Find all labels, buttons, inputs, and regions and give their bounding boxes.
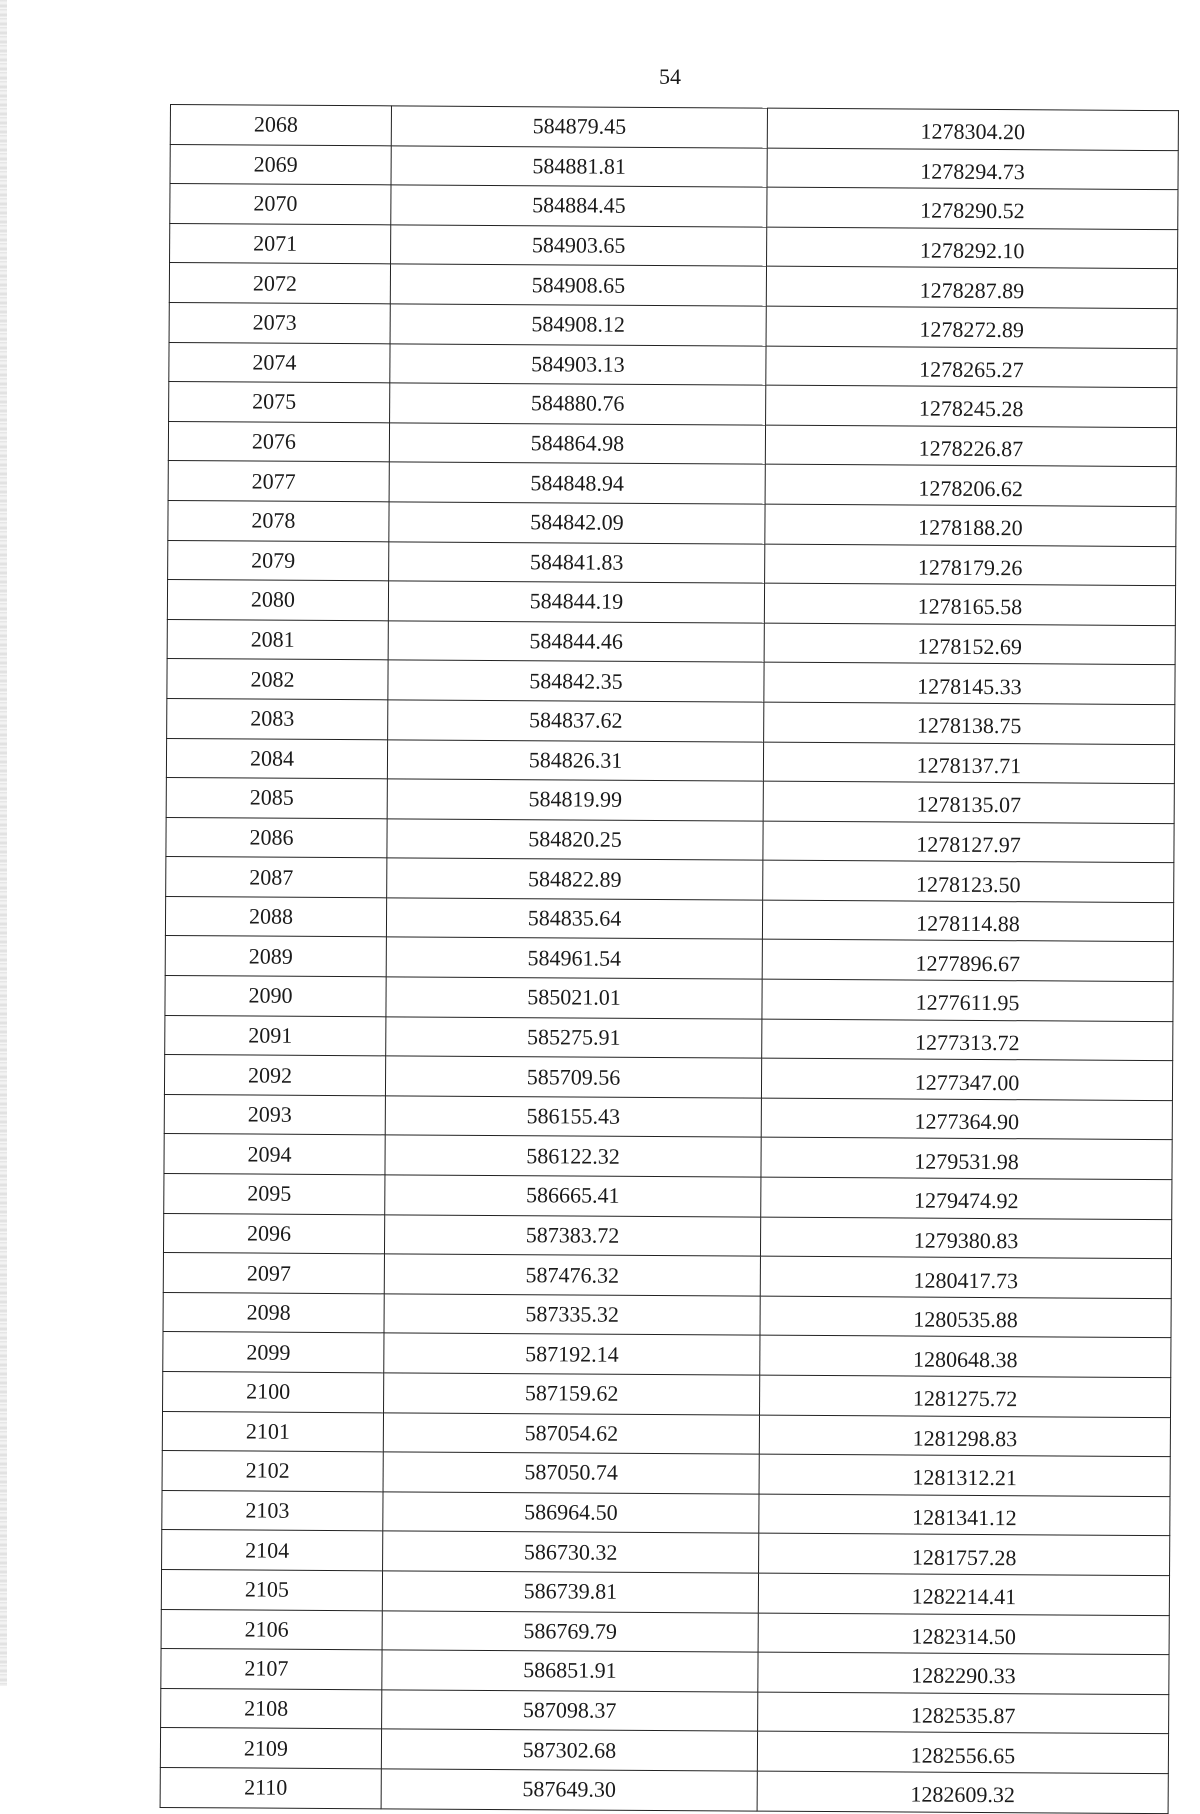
point-id-cell: 2083 bbox=[167, 698, 388, 739]
point-id-cell: 2070 bbox=[170, 184, 391, 225]
table-row bbox=[165, 1015, 1173, 1061]
point-id-cell: 2085 bbox=[166, 778, 387, 819]
point-id-cell: 2093 bbox=[164, 1094, 385, 1135]
x-coordinate-cell: 584844.46 bbox=[388, 621, 764, 663]
table-row bbox=[162, 1530, 1170, 1576]
x-coordinate-cell: 584820.25 bbox=[387, 819, 763, 861]
scan-edge bbox=[0, 0, 7, 1686]
x-coordinate-cell: 587098.37 bbox=[382, 1690, 758, 1732]
y-coordinate-cell: 1277364.90 bbox=[761, 1098, 1172, 1140]
y-coordinate-cell: 1281312.21 bbox=[759, 1454, 1170, 1496]
y-coordinate-cell: 1280535.88 bbox=[760, 1296, 1171, 1338]
point-id-cell: 2103 bbox=[162, 1490, 383, 1531]
y-coordinate-cell: 1278127.97 bbox=[763, 821, 1174, 863]
x-coordinate-cell: 584908.65 bbox=[390, 264, 766, 306]
point-id-cell: 2080 bbox=[167, 580, 388, 621]
y-coordinate-cell: 1278226.87 bbox=[765, 425, 1176, 467]
table-row bbox=[161, 1688, 1169, 1734]
x-coordinate-cell: 584835.64 bbox=[386, 898, 762, 940]
table-row bbox=[168, 421, 1176, 467]
table-row bbox=[162, 1411, 1170, 1457]
point-id-cell: 2106 bbox=[161, 1609, 382, 1650]
table-row bbox=[161, 1609, 1169, 1655]
table-row bbox=[165, 976, 1173, 1022]
y-coordinate-cell: 1282535.87 bbox=[758, 1692, 1169, 1734]
x-coordinate-cell: 584819.99 bbox=[387, 779, 763, 821]
x-coordinate-cell: 584908.12 bbox=[390, 304, 766, 346]
y-coordinate-cell: 1278206.62 bbox=[765, 464, 1176, 506]
point-id-cell: 2084 bbox=[166, 738, 387, 779]
x-coordinate-cell: 585021.01 bbox=[386, 977, 762, 1019]
point-id-cell: 2107 bbox=[161, 1649, 382, 1690]
y-coordinate-cell: 1282556.65 bbox=[757, 1731, 1168, 1773]
point-id-cell: 2098 bbox=[163, 1292, 384, 1333]
table-row bbox=[169, 302, 1177, 348]
point-id-cell: 2077 bbox=[168, 461, 389, 502]
point-id-cell: 2087 bbox=[166, 857, 387, 898]
table-row bbox=[168, 540, 1176, 586]
point-id-cell: 2109 bbox=[160, 1728, 381, 1769]
x-coordinate-cell: 584841.83 bbox=[389, 541, 765, 583]
y-coordinate-cell: 1281757.28 bbox=[759, 1533, 1170, 1575]
y-coordinate-cell: 1277611.95 bbox=[762, 979, 1173, 1021]
y-coordinate-cell: 1278265.27 bbox=[766, 346, 1177, 388]
x-coordinate-cell: 586964.50 bbox=[383, 1492, 759, 1534]
x-coordinate-cell: 586665.41 bbox=[385, 1175, 761, 1217]
point-id-cell: 2105 bbox=[161, 1569, 382, 1610]
table-row bbox=[167, 580, 1175, 626]
point-id-cell: 2090 bbox=[165, 976, 386, 1017]
point-id-cell: 2071 bbox=[170, 223, 391, 264]
point-id-cell: 2068 bbox=[170, 105, 391, 146]
x-coordinate-cell: 584842.35 bbox=[388, 660, 764, 702]
x-coordinate-cell: 584837.62 bbox=[388, 700, 764, 742]
point-id-cell: 2108 bbox=[161, 1688, 382, 1729]
table-row bbox=[167, 659, 1175, 705]
x-coordinate-cell: 584848.94 bbox=[389, 462, 765, 504]
x-coordinate-cell: 586739.81 bbox=[382, 1571, 758, 1613]
x-coordinate-cell: 587476.32 bbox=[384, 1254, 760, 1296]
x-coordinate-cell: 587054.62 bbox=[383, 1412, 759, 1454]
y-coordinate-cell: 1278292.10 bbox=[767, 227, 1178, 269]
y-coordinate-cell: 1278135.07 bbox=[763, 781, 1174, 823]
y-coordinate-cell: 1278304.20 bbox=[767, 108, 1178, 150]
y-coordinate-cell: 1278152.69 bbox=[764, 623, 1175, 665]
coordinates-table-body bbox=[160, 105, 1178, 1814]
y-coordinate-cell: 1279380.83 bbox=[760, 1217, 1171, 1259]
table-row bbox=[170, 105, 1178, 151]
table-row bbox=[164, 1055, 1172, 1101]
table-row bbox=[166, 738, 1174, 784]
x-coordinate-cell: 587649.30 bbox=[381, 1769, 757, 1811]
y-coordinate-cell: 1278138.75 bbox=[764, 702, 1175, 744]
x-coordinate-cell: 584879.45 bbox=[391, 106, 767, 148]
table-row bbox=[170, 144, 1178, 190]
table-row bbox=[162, 1451, 1170, 1497]
table-row bbox=[170, 184, 1178, 230]
x-coordinate-cell: 584961.54 bbox=[386, 937, 762, 979]
x-coordinate-cell: 586122.32 bbox=[385, 1135, 761, 1177]
point-id-cell: 2074 bbox=[169, 342, 390, 383]
x-coordinate-cell: 586730.32 bbox=[383, 1531, 759, 1573]
table-row bbox=[164, 1094, 1172, 1140]
point-id-cell: 2072 bbox=[169, 263, 390, 304]
table-row bbox=[165, 936, 1173, 982]
y-coordinate-cell: 1278290.52 bbox=[767, 187, 1178, 229]
x-coordinate-cell: 584864.98 bbox=[389, 423, 765, 465]
y-coordinate-cell: 1278114.88 bbox=[762, 900, 1173, 942]
y-coordinate-cell: 1280417.73 bbox=[760, 1256, 1171, 1298]
x-coordinate-cell: 587050.74 bbox=[383, 1452, 759, 1494]
table-row bbox=[170, 223, 1178, 269]
table-row bbox=[165, 896, 1173, 942]
table-row bbox=[164, 1174, 1172, 1220]
point-id-cell: 2092 bbox=[164, 1055, 385, 1096]
x-coordinate-cell: 587302.68 bbox=[381, 1729, 757, 1771]
x-coordinate-cell: 584822.89 bbox=[387, 858, 763, 900]
point-id-cell: 2097 bbox=[163, 1253, 384, 1294]
x-coordinate-cell: 584903.65 bbox=[391, 225, 767, 267]
table-row bbox=[163, 1332, 1171, 1378]
x-coordinate-cell: 585709.56 bbox=[385, 1056, 761, 1098]
x-coordinate-cell: 587383.72 bbox=[384, 1214, 760, 1256]
table-row bbox=[169, 263, 1177, 309]
y-coordinate-cell: 1277347.00 bbox=[761, 1058, 1172, 1100]
table-row bbox=[166, 817, 1174, 863]
point-id-cell: 2104 bbox=[162, 1530, 383, 1571]
x-coordinate-cell: 585275.91 bbox=[386, 1016, 762, 1058]
point-id-cell: 2110 bbox=[160, 1767, 381, 1808]
x-coordinate-cell: 584842.09 bbox=[389, 502, 765, 544]
table-row bbox=[169, 342, 1177, 388]
point-id-cell: 2078 bbox=[168, 500, 389, 541]
y-coordinate-cell: 1282214.41 bbox=[758, 1573, 1169, 1615]
y-coordinate-cell: 1277313.72 bbox=[762, 1019, 1173, 1061]
table-row bbox=[167, 619, 1175, 665]
x-coordinate-cell: 586851.91 bbox=[382, 1650, 758, 1692]
y-coordinate-cell: 1278145.33 bbox=[764, 662, 1175, 704]
point-id-cell: 2099 bbox=[163, 1332, 384, 1373]
point-id-cell: 2073 bbox=[169, 302, 390, 343]
x-coordinate-cell: 584903.13 bbox=[390, 343, 766, 385]
point-id-cell: 2096 bbox=[163, 1213, 384, 1254]
x-coordinate-cell: 587192.14 bbox=[384, 1333, 760, 1375]
point-id-cell: 2076 bbox=[168, 421, 389, 462]
table-row bbox=[163, 1213, 1171, 1259]
point-id-cell: 2089 bbox=[165, 936, 386, 977]
y-coordinate-cell: 1278188.20 bbox=[765, 504, 1176, 546]
y-coordinate-cell: 1281341.12 bbox=[759, 1494, 1170, 1536]
table-row bbox=[169, 382, 1177, 428]
point-id-cell: 2101 bbox=[162, 1411, 383, 1452]
table-row bbox=[163, 1371, 1171, 1417]
x-coordinate-cell: 584844.19 bbox=[388, 581, 764, 623]
y-coordinate-cell: 1278165.58 bbox=[764, 583, 1175, 625]
point-id-cell: 2079 bbox=[168, 540, 389, 581]
x-coordinate-cell: 587335.32 bbox=[384, 1294, 760, 1336]
y-coordinate-cell: 1282314.50 bbox=[758, 1613, 1169, 1655]
x-coordinate-cell: 586155.43 bbox=[385, 1096, 761, 1138]
point-id-cell: 2069 bbox=[170, 144, 391, 185]
x-coordinate-cell: 587159.62 bbox=[384, 1373, 760, 1415]
page-number: 54 bbox=[659, 64, 681, 89]
y-coordinate-cell: 1278123.50 bbox=[763, 860, 1174, 902]
table-row bbox=[163, 1292, 1171, 1338]
point-id-cell: 2102 bbox=[162, 1451, 383, 1492]
table-row bbox=[168, 461, 1176, 507]
table-row bbox=[161, 1569, 1169, 1615]
y-coordinate-cell: 1278272.89 bbox=[766, 306, 1177, 348]
y-coordinate-cell: 1277896.67 bbox=[762, 940, 1173, 982]
point-id-cell: 2094 bbox=[164, 1134, 385, 1175]
x-coordinate-cell: 584881.81 bbox=[391, 145, 767, 187]
y-coordinate-cell: 1278179.26 bbox=[765, 544, 1176, 586]
table-row bbox=[168, 500, 1176, 546]
y-coordinate-cell: 1279531.98 bbox=[761, 1138, 1172, 1180]
point-id-cell: 2075 bbox=[169, 382, 390, 423]
y-coordinate-cell: 1279474.92 bbox=[761, 1177, 1172, 1219]
x-coordinate-cell: 584884.45 bbox=[391, 185, 767, 227]
x-coordinate-cell: 584880.76 bbox=[390, 383, 766, 425]
table-row bbox=[162, 1490, 1170, 1536]
table-row bbox=[160, 1728, 1168, 1774]
point-id-cell: 2095 bbox=[164, 1174, 385, 1215]
point-id-cell: 2088 bbox=[165, 896, 386, 937]
point-id-cell: 2100 bbox=[163, 1371, 384, 1412]
y-coordinate-cell: 1282290.33 bbox=[758, 1652, 1169, 1694]
table-row bbox=[166, 857, 1174, 903]
point-id-cell: 2086 bbox=[166, 817, 387, 858]
y-coordinate-cell: 1281298.83 bbox=[759, 1415, 1170, 1457]
y-coordinate-cell: 1278137.71 bbox=[763, 742, 1174, 784]
table-row bbox=[163, 1253, 1171, 1299]
point-id-cell: 2091 bbox=[165, 1015, 386, 1056]
table-row bbox=[161, 1649, 1169, 1695]
y-coordinate-cell: 1281275.72 bbox=[760, 1375, 1171, 1417]
table-row bbox=[160, 1767, 1168, 1813]
y-coordinate-cell: 1282609.32 bbox=[757, 1771, 1168, 1813]
table-row bbox=[164, 1134, 1172, 1180]
table-row bbox=[167, 698, 1175, 744]
y-coordinate-cell: 1280648.38 bbox=[760, 1336, 1171, 1378]
y-coordinate-cell: 1278245.28 bbox=[766, 385, 1177, 427]
point-id-cell: 2082 bbox=[167, 659, 388, 700]
point-id-cell: 2081 bbox=[167, 619, 388, 660]
y-coordinate-cell: 1278294.73 bbox=[767, 148, 1178, 190]
y-coordinate-cell: 1278287.89 bbox=[766, 267, 1177, 309]
coordinates-table bbox=[160, 104, 1179, 1814]
x-coordinate-cell: 584826.31 bbox=[387, 739, 763, 781]
x-coordinate-cell: 586769.79 bbox=[382, 1610, 758, 1652]
table-row bbox=[166, 778, 1174, 824]
